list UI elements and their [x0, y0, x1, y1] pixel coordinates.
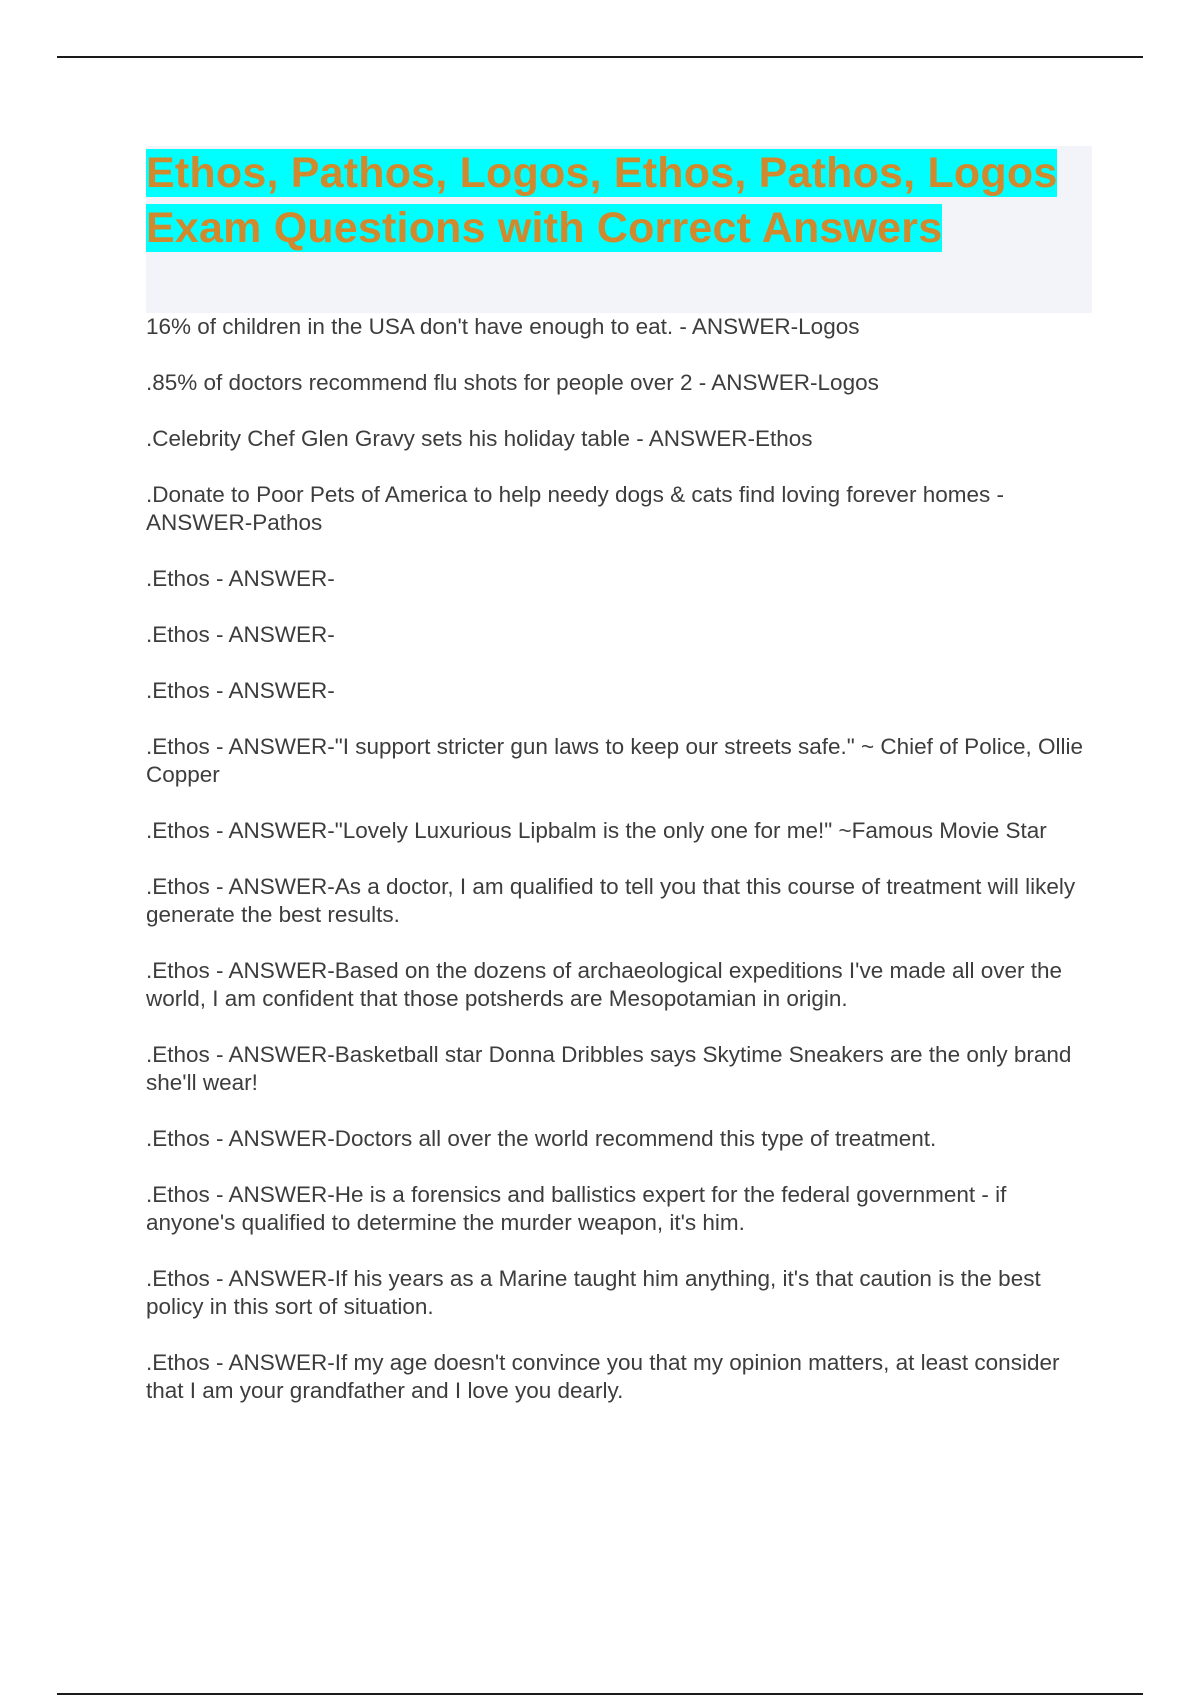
list-item: .Ethos - ANSWER- [146, 566, 335, 591]
list-item: .Ethos - ANSWER-"Lovely Luxurious Lipbalm is the only one for me!" ~Famous Movie Star [146, 818, 1047, 843]
document-title: Ethos, Pathos, Logos, Ethos, Pathos, Logos Exam Questions with Correct Answers [146, 149, 1058, 252]
page-content [146, 146, 1092, 1433]
list-item: .Ethos - ANSWER-Basketball star Donna Dribbles says Skytime Sneakers are the only brand she'll wear! [146, 1042, 1072, 1095]
list-item: .Celebrity Chef Glen Gravy sets his holiday table - ANSWER-Ethos [146, 426, 813, 451]
list-item: .Ethos - ANSWER- [146, 678, 335, 703]
list-item: .Ethos - ANSWER- [146, 622, 335, 647]
title-block [146, 146, 1092, 313]
list-item: .85% of doctors recommend flu shots for people over 2 - ANSWER-Logos [146, 370, 879, 395]
list-item: .Ethos - ANSWER-If his years as a Marine taught him anything, it's that caution is the best policy in this sort of situation. [146, 1266, 1041, 1319]
list-item: .Ethos - ANSWER-He is a forensics and ballistics expert for the federal government - if anyone's qualified to determine the murder weapon, it's him. [146, 1182, 1007, 1235]
list-item: .Ethos - ANSWER-Doctors all over the world recommend this type of treatment. [146, 1126, 937, 1151]
list-item: .Ethos - ANSWER-As a doctor, I am qualified to tell you that this course of treatment will likely generate the best results. [146, 874, 1076, 927]
list-item: .Ethos - ANSWER-If my age doesn't convince you that my opinion matters, at least consider that I am your grandfather and I love you dearly. [146, 1350, 1060, 1403]
top-rule [57, 56, 1143, 58]
list-item: 16% of children in the USA don't have enough to eat. - ANSWER-Logos [146, 314, 860, 339]
bottom-rule [57, 1693, 1143, 1695]
qa-list [146, 313, 1092, 1405]
list-item: .Ethos - ANSWER-"I support stricter gun laws to keep our streets safe." ~ Chief of Police, Ollie Copper [146, 734, 1083, 787]
list-item: .Ethos - ANSWER-Based on the dozens of archaeological expeditions I've made all over the world, I am confident that those potsherds are Mesopotamian in origin. [146, 958, 1063, 1011]
list-item: .Donate to Poor Pets of America to help needy dogs & cats find loving forever homes - ANSWER-Pathos [146, 482, 1004, 535]
